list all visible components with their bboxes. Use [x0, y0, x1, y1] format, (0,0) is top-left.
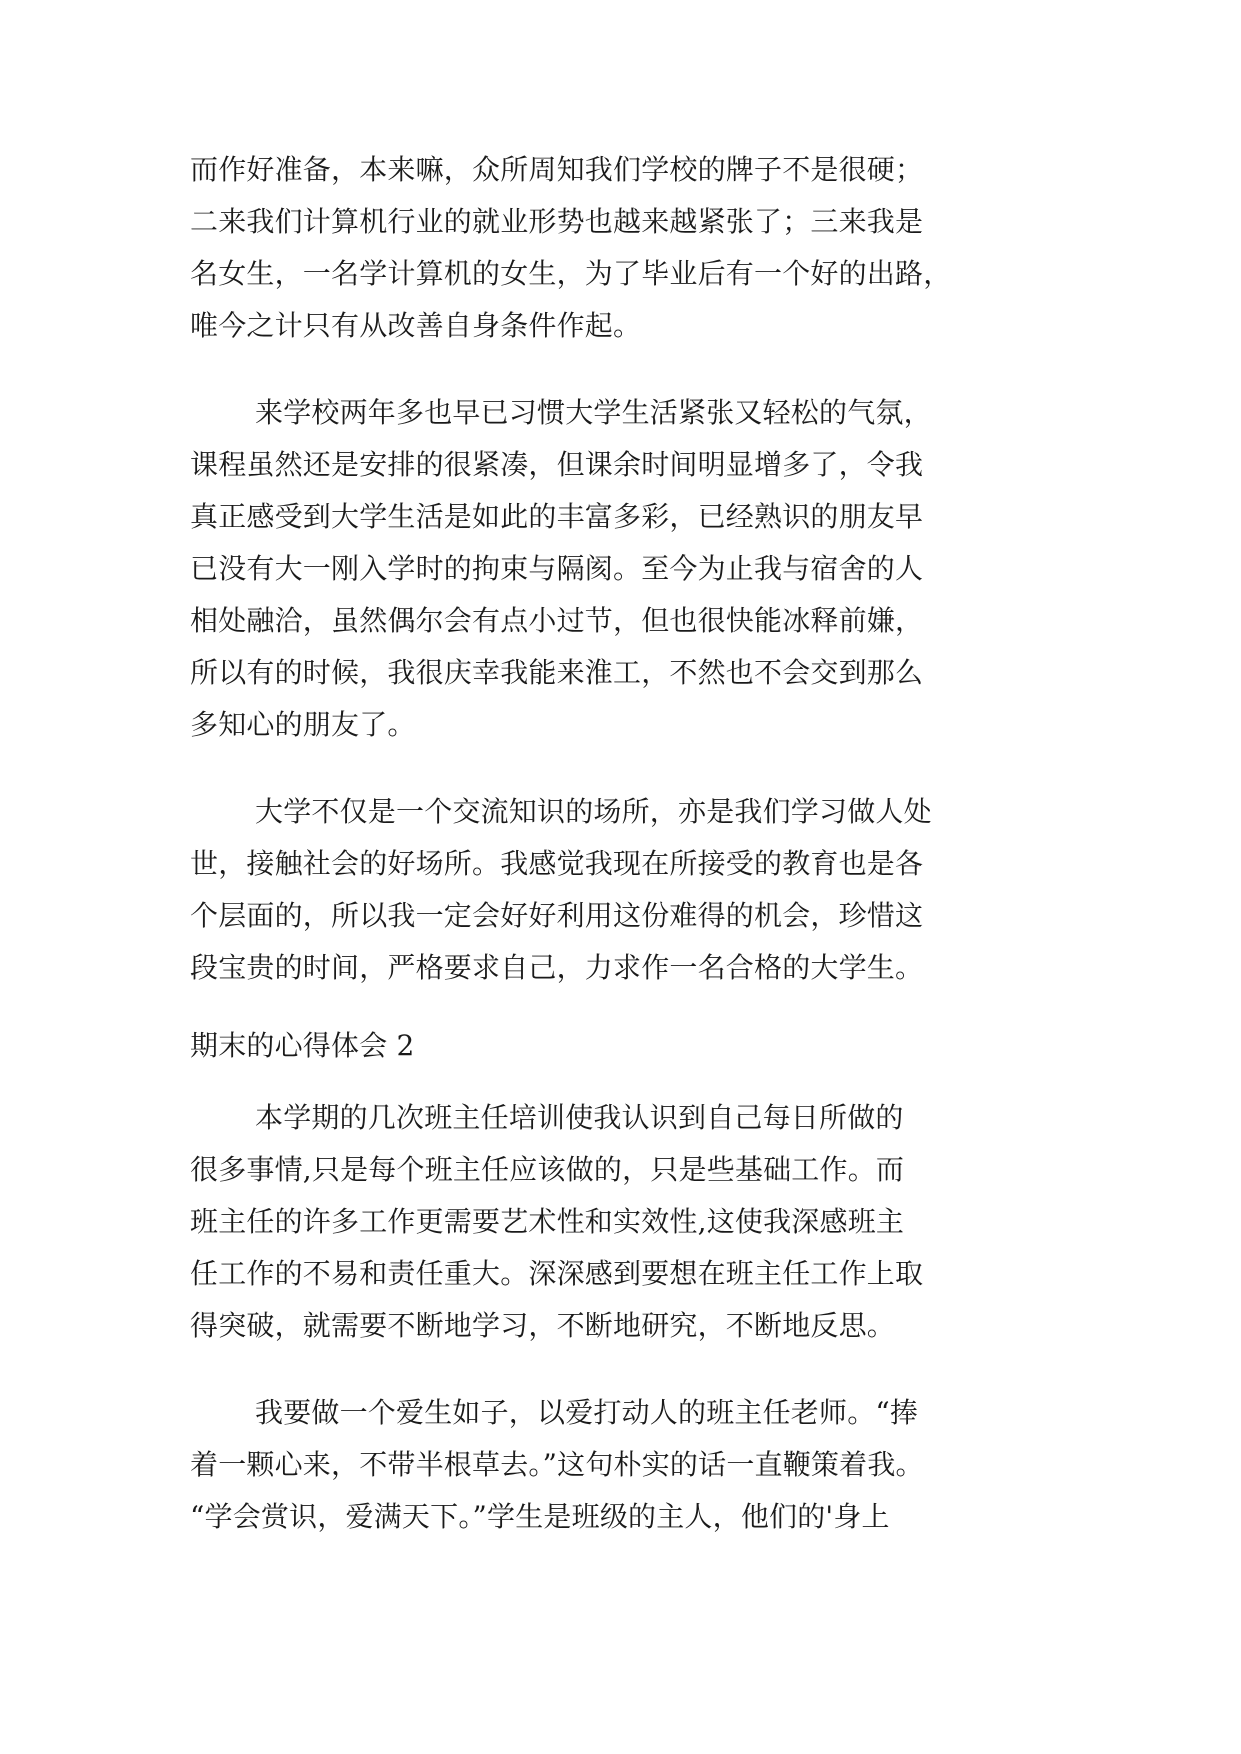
paragraph-first-line: 本学期的几次班主任培训使我认识到自己每日所做的 [255, 1101, 904, 1134]
paragraph-first-line: 来学校两年多也早已习惯大学生活紧张又轻松的气氛， [255, 396, 932, 429]
text-line: 相处融洽，虽然偶尔会有点小过节，但也很快能冰释前嫌， [190, 604, 924, 637]
paragraph-first-line: 我要做一个爱生如子，以爱打动人的班主任老师。“捧 [255, 1396, 919, 1429]
text-line: 班主任的许多工作更需要艺术性和实效性,这使我深感班主 [190, 1205, 905, 1238]
text-line: 任工作的不易和责任重大。深深感到要想在班主任工作上取 [190, 1257, 924, 1290]
text-line: 着一颗心来，不带半根草去。”这句朴实的话一直鞭策着我。 [190, 1448, 924, 1481]
text-line: 名女生，一名学计算机的女生，为了毕业后有一个好的出路， [190, 257, 952, 290]
paragraph-first-line: 大学不仅是一个交流知识的场所，亦是我们学习做人处 [255, 795, 932, 828]
text-line: 已没有大一刚入学时的拘束与隔阂。至今为止我与宿舍的人 [190, 552, 924, 585]
text-line: “学会赏识，爱满天下。”学生是班级的主人，他们的'身上 [190, 1500, 890, 1533]
text-line: 得突破，就需要不断地学习，不断地研究，不断地反思。 [190, 1309, 896, 1342]
text-line: 唯今之计只有从改善自身条件作起。 [190, 309, 642, 342]
text-line: 段宝贵的时间，严格要求自己，力求作一名合格的大学生。 [190, 951, 924, 984]
text-line: 真正感受到大学生活是如此的丰富多彩，已经熟识的朋友早 [190, 500, 924, 533]
text-line: 个层面的，所以我一定会好好利用这份难得的机会，珍惜这 [190, 899, 924, 932]
text-line: 二来我们计算机行业的就业形势也越来越紧张了；三来我是 [190, 205, 924, 238]
text-line: 所以有的时候，我很庆幸我能来淮工，不然也不会交到那么 [190, 656, 924, 689]
text-line: 很多事情,只是每个班主任应该做的，只是些基础工作。而 [190, 1153, 905, 1186]
text-line: 多知心的朋友了。 [190, 708, 416, 741]
text-line: 课程虽然还是安排的很紧凑，但课余时间明显增多了，令我 [190, 448, 924, 481]
text-line: 而作好准备，本来嘛，众所周知我们学校的牌子不是很硬； [190, 153, 924, 186]
text-line: 世，接触社会的好场所。我感觉我现在所接受的教育也是各 [190, 847, 924, 880]
section-heading: 期末的心得体会 2 [190, 1029, 415, 1062]
